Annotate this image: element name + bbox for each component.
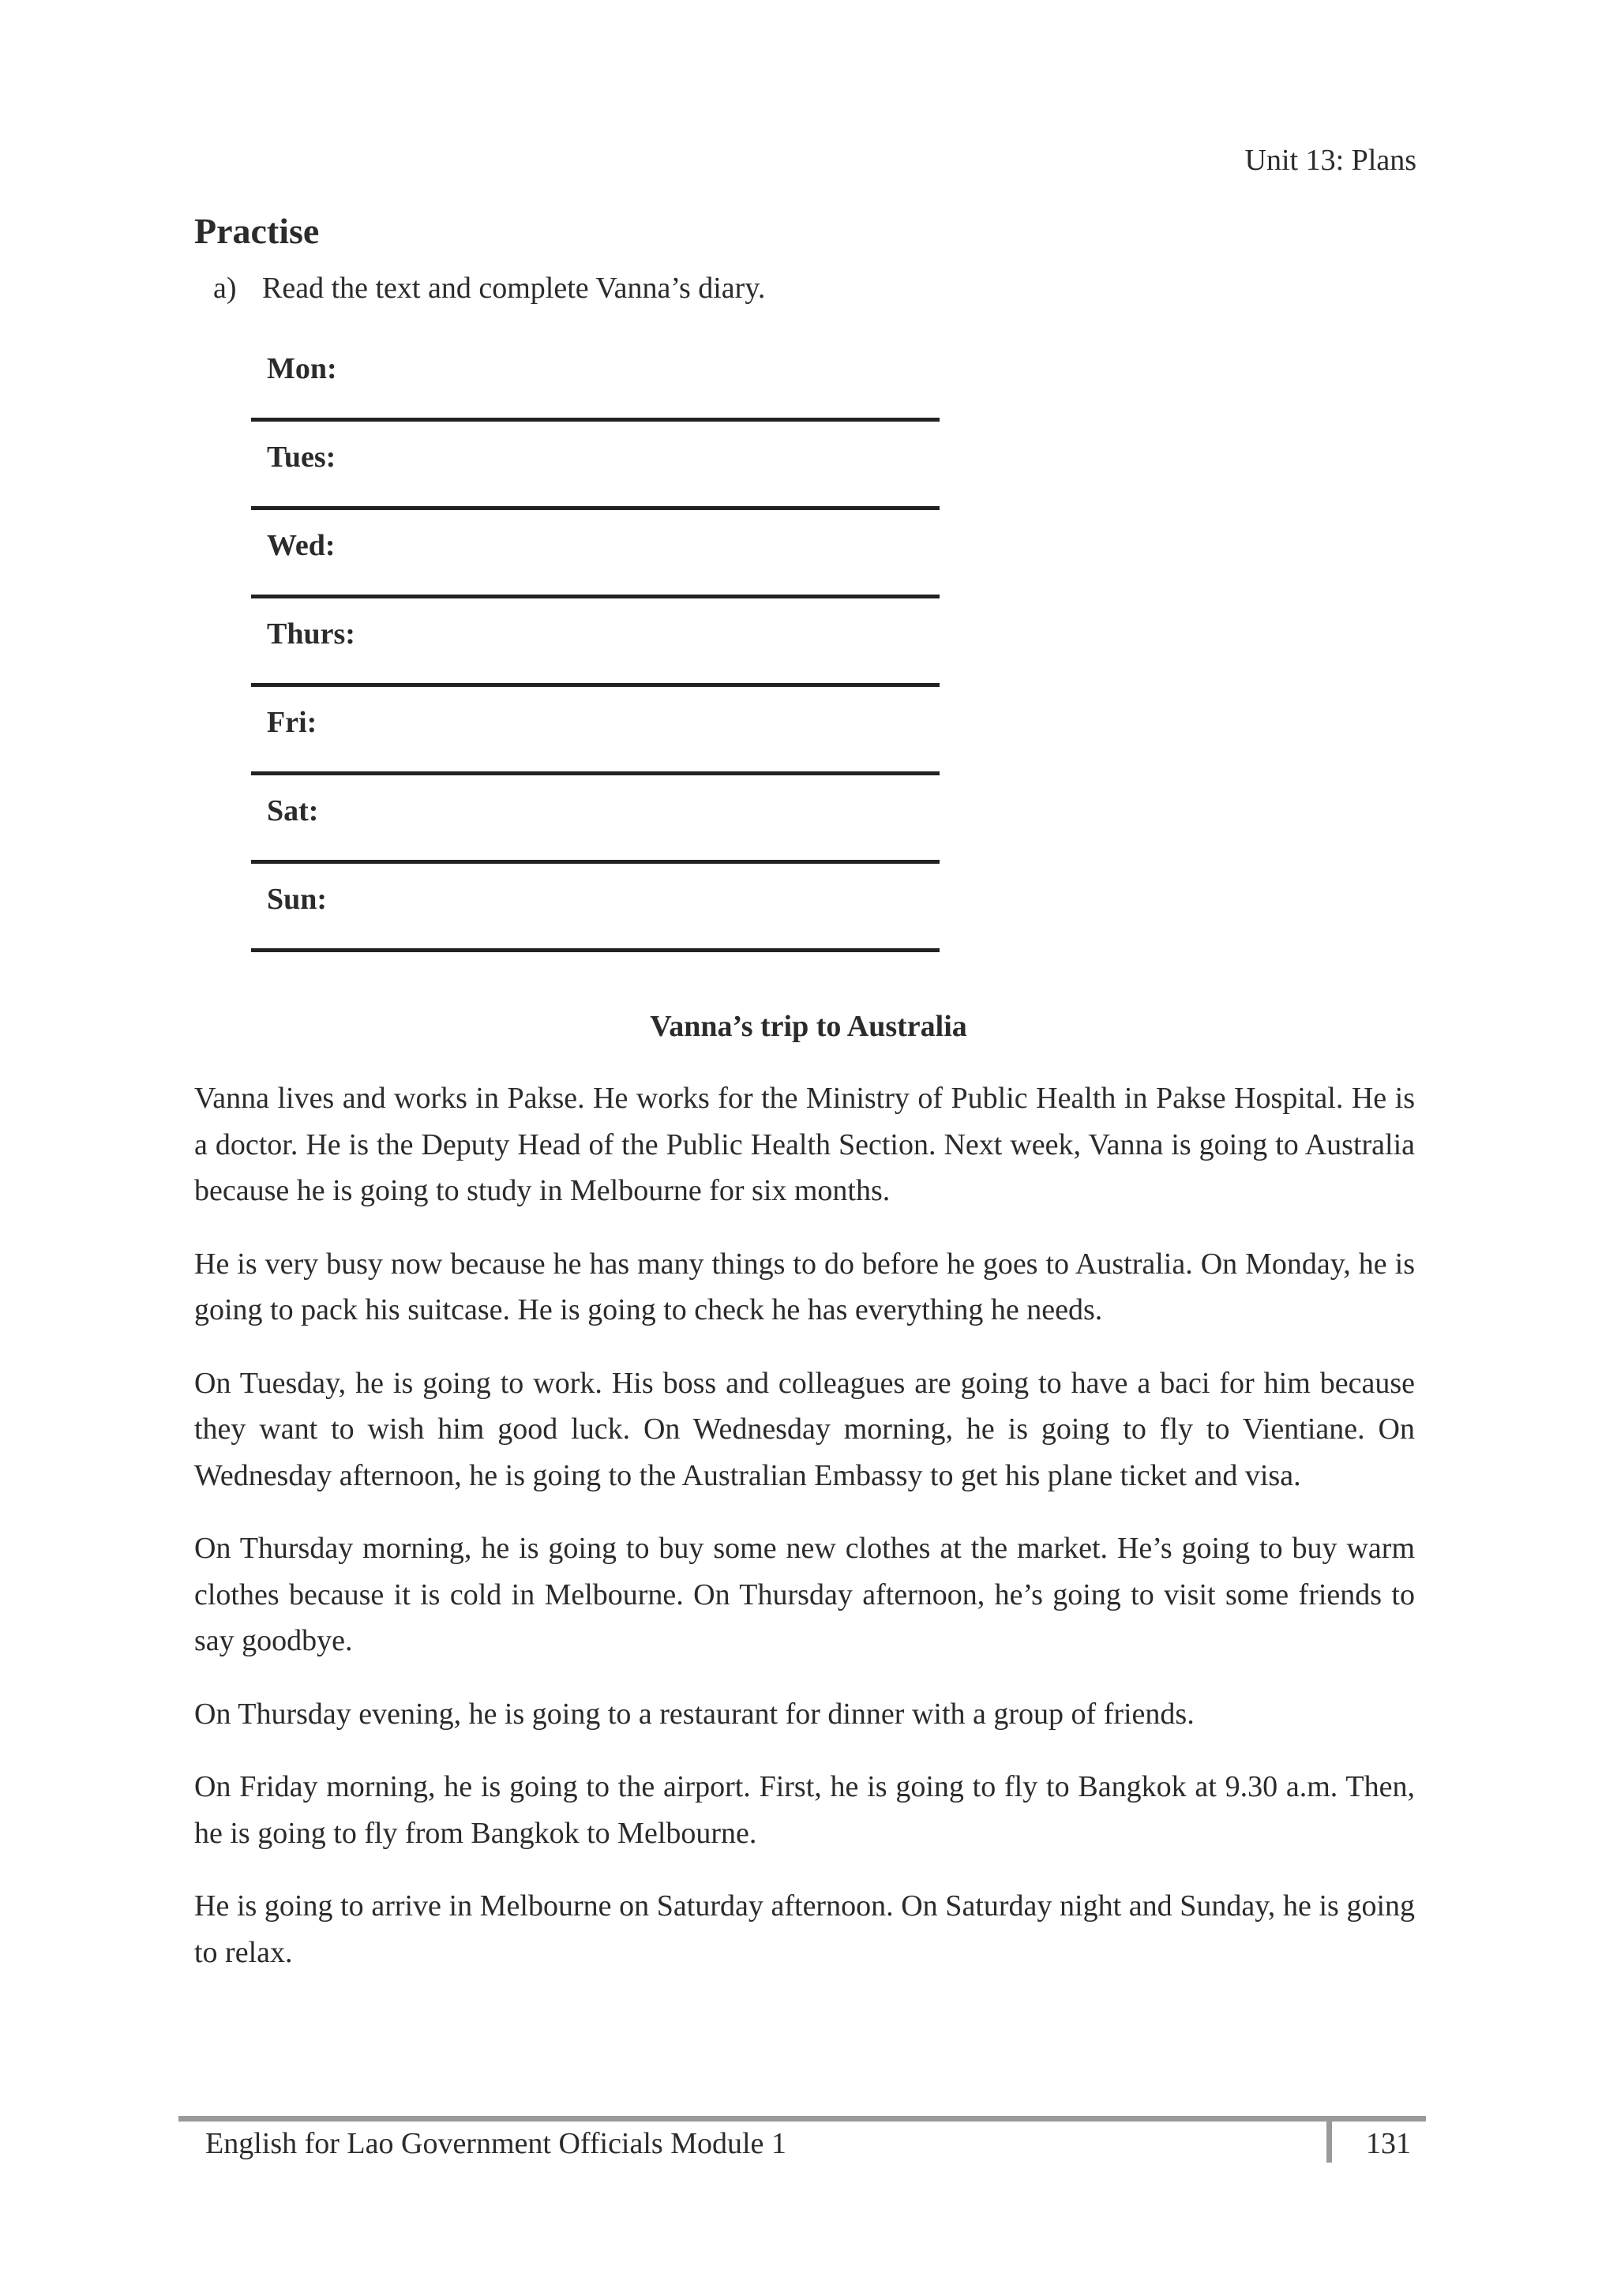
diary-row-thurs: [251, 598, 940, 687]
story-text: [194, 1075, 1415, 2002]
story-paragraph: On Tuesday, he is going to work. His boss and colleagues are going to have a baci for him because they want to wish him good luck. On Wednesday morning, he is going to fly to Vientiane. On Wednesday afternoon, he is going to the Australian Embassy to get his plane ticket and visa.: [194, 1366, 1415, 1492]
diary-day-label: Wed:: [267, 529, 336, 562]
story-paragraph: On Thursday morning, he is going to buy some new clothes at the market. He’s going to buy warm clothes because it is cold in Melbourne. On Thursday afternoon, he’s going to visit some friends to say goodbye.: [194, 1532, 1415, 1657]
diary-day-label: Mon:: [267, 352, 337, 385]
footer-rule: [178, 2116, 1426, 2122]
diary-day-label: Thurs:: [267, 617, 355, 651]
story-paragraph: He is very busy now because he has many things to do before he goes to Australia. On Monday, he is going to pack his suitcase. He is going to check he has everything he needs.: [194, 1247, 1415, 1326]
story-title: Vanna’s trip to Australia: [650, 1010, 967, 1043]
diary-row-tues: [251, 422, 940, 510]
diary-row-fri: [251, 687, 940, 775]
diary-table: [251, 333, 940, 952]
story-paragraph: On Friday morning, he is going to the airport. First, he is going to fly to Bangkok at 9.30 a.m. Then, he is going to fly from Bangkok to Melbourne.: [194, 1770, 1415, 1850]
diary-day-label: Sat:: [267, 794, 319, 827]
diary-row-wed: [251, 510, 940, 598]
story-paragraph: On Thursday evening, he is going to a restaurant for dinner with a group of friends.: [194, 1697, 1195, 1731]
diary-row-sat: [251, 775, 940, 864]
diary-row-sun: [251, 864, 940, 952]
diary-day-label: Fri:: [267, 706, 317, 739]
page-number: 131: [1366, 2127, 1411, 2160]
unit-header: Unit 13: Plans: [1244, 144, 1416, 177]
diary-row-mon: [251, 333, 940, 422]
footer-divider: [1326, 2118, 1332, 2163]
story-paragraph: Vanna lives and works in Pakse. He works for the Ministry of Public Health in Pakse Hospital. He is a doctor. He is the Deputy Head of the Public Health Section. Next week, Vanna is going to Australia because he is going to study in Melbourne for six months.: [194, 1082, 1415, 1207]
exercise-instruction: [213, 268, 765, 308]
instruction-text: Read the text and complete Vanna’s diary.: [262, 272, 766, 305]
story-paragraph: He is going to arrive in Melbourne on Saturday afternoon. On Saturday night and Sunday, he is going to relax.: [194, 1889, 1415, 1969]
footer-book-title: English for Lao Government Officials Module 1: [205, 2127, 786, 2160]
diary-day-label: Tues:: [267, 441, 336, 474]
section-title: Practise: [194, 211, 320, 251]
exercise-marker: a): [213, 272, 237, 305]
diary-day-label: Sun:: [267, 883, 328, 916]
